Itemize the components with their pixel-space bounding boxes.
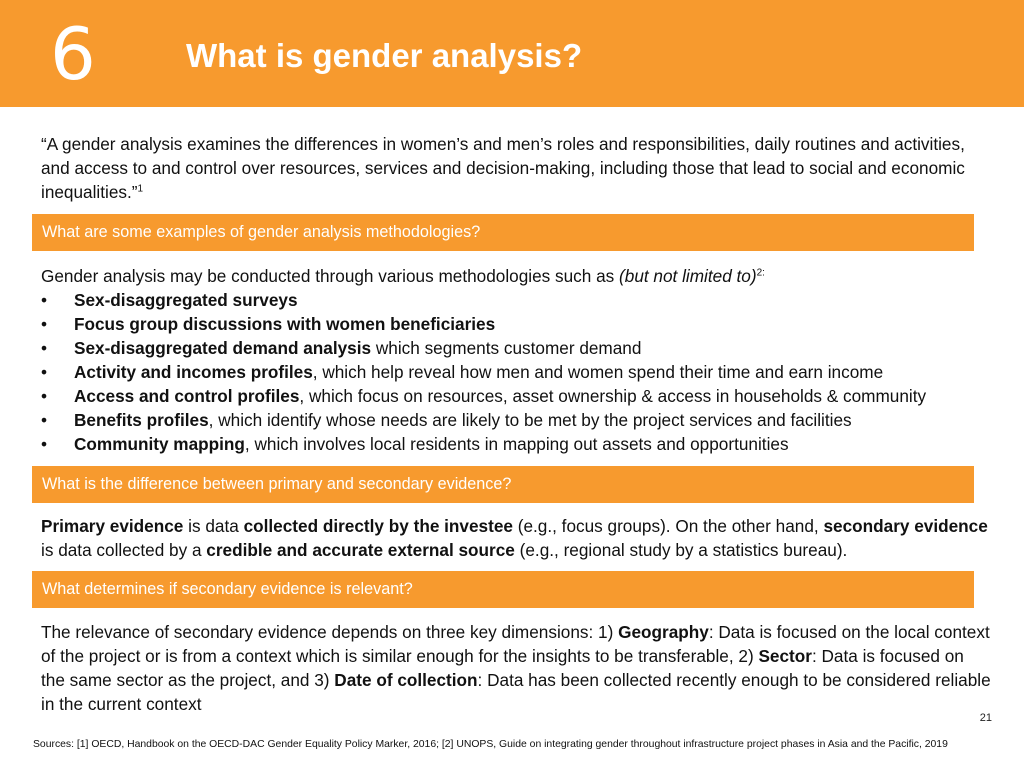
bold-text: collected directly by the investee [243,516,513,536]
text: : Data has been collected recently enough to be considered reliable in the current context [41,670,991,714]
bullet: • [41,410,48,430]
item-bold: Sex-disaggregated surveys [74,290,298,310]
item-bold: Benefits profiles [74,410,209,430]
list-item [41,288,991,312]
section-heading-methodologies: What are some examples of gender analysis methodologies? [32,214,974,251]
text: is data [183,516,244,536]
methodologies-section [41,264,991,456]
bullet: • [41,386,48,406]
slide-number: 6 [50,12,96,96]
bold-text: Primary evidence [41,516,184,536]
evidence-paragraph [41,514,991,562]
list-item [41,432,991,456]
text: (e.g., regional study by a statistics bureau). [514,540,848,560]
item-bold: Access and control profiles [74,386,300,406]
item-text: , which identify whose needs are likely to be met by the project services and facilities [208,410,852,430]
item-bold: Community mapping [74,434,245,454]
bullet: • [41,290,48,310]
text: : Data is focused on the same sector as the project, and 3) [41,646,964,690]
quote-text: “A gender analysis examines the differences in women’s and men’s roles and responsibilities, daily routines and activities, and access to and control over resources, services and decision-making, including those that lead to social and economic inequalities.” [41,134,965,202]
bold-text: Date of collection [334,670,478,690]
relevance-paragraph [41,620,991,716]
slide-title: What is gender analysis? [186,37,583,74]
bold-text: Sector [758,646,812,666]
intro-text: Gender analysis may be conducted through various methodologies such as [41,266,620,286]
list-item [41,408,991,432]
text: The relevance of secondary evidence depends on three key dimensions: 1) [41,622,619,642]
bullet: • [41,434,48,454]
slide-header [0,0,1024,107]
sources-footnote: Sources: [1] OECD, Handbook on the OECD-DAC Gender Equality Policy Marker, 2016; [2] UNOPS, Guide on integrating gender throughout infrastructure project phases in Asia and the Pacific, 2019 [33,739,948,750]
item-bold: Focus group discussions with women beneficiaries [74,314,496,334]
quote-footnote: 1 [137,183,144,195]
item-bold: Sex-disaggregated demand analysis [74,338,372,358]
item-text: , which focus on resources, asset ownership & access in households & community [299,386,927,406]
list-item [41,312,991,336]
definition-quote [41,132,991,204]
methodologies-intro [41,264,991,288]
list-item [41,384,991,408]
intro-footnote: 2: [756,267,765,279]
bold-text: secondary evidence [823,516,988,536]
page-number: 21 [979,712,992,724]
bullet: • [41,338,48,358]
section-heading-evidence: What is the difference between primary and secondary evidence? [32,466,974,503]
item-bold: Activity and incomes profiles [74,362,313,382]
section-heading-relevance: What determines if secondary evidence is relevant? [32,571,974,608]
item-text: , which involves local residents in mapping out assets and opportunities [244,434,789,454]
bullet: • [41,314,48,334]
bold-text: Geography [618,622,709,642]
item-text: , which help reveal how men and women spend their time and earn income [312,362,884,382]
list-item [41,360,991,384]
text: is data collected by a [41,540,207,560]
intro-italic: (but not limited to) [619,266,757,286]
bullet: • [41,362,48,382]
text: : Data is focused on the local context of the project or is from a context which is similar enough for the insights to be transferable, 2) [41,622,990,666]
text: (e.g., focus groups). On the other hand, [512,516,824,536]
methodologies-list [41,288,991,456]
list-item [41,336,991,360]
bold-text: credible and accurate external source [206,540,515,560]
item-text: which segments customer demand [371,338,642,358]
